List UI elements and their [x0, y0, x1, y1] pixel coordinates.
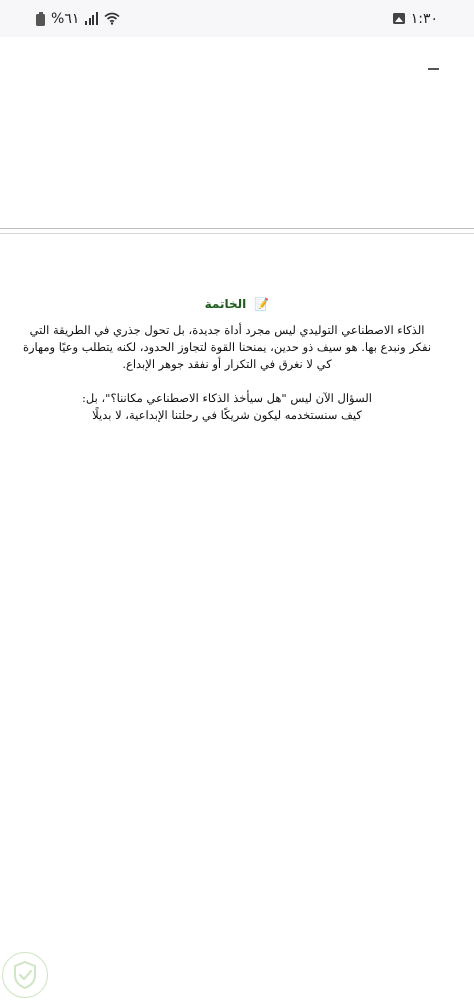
- clock: ١:٣٠: [410, 10, 438, 27]
- status-right: [393, 11, 438, 27]
- memo-icon: 📝: [254, 297, 270, 311]
- image-icon: [393, 13, 405, 24]
- watermark-logo: [2, 952, 48, 998]
- status-bar: [0, 0, 474, 37]
- battery-icon: [36, 12, 45, 26]
- heading-text: الخاتمة: [204, 297, 247, 311]
- minimize-icon[interactable]: [428, 68, 439, 70]
- answer-line: كيف سنستخدمه ليكون شريكًا في رحلتنا الإبداعية، لا بديلًا: [92, 408, 362, 422]
- signal-icon: [85, 12, 98, 25]
- divider: [0, 228, 474, 229]
- section-heading: [0, 297, 474, 311]
- conclusion-paragraph: الذكاء الاصطناعي التوليدي ليس مجرد أداة جديدة، بل تحول جذري في الطريقة التي نفكر ونبدع بها. هو سيف ذو حدين، يمنحنا القوة لتجاوز الحدود، لكنه يتطلب وعيًا ومهارة كي لا نغرق في التكرار أو نفقد جوهر الإبداع.: [22, 323, 432, 371]
- shield-check-icon: [12, 960, 38, 990]
- status-left: [36, 11, 120, 27]
- divider: [0, 233, 474, 234]
- question-line: السؤال الآن ليس "هل سيأخذ الذكاء الاصطناعي مكاننا؟"، بل:: [82, 391, 372, 405]
- battery-percent: %٦١: [51, 10, 80, 27]
- article-content: [18, 322, 436, 424]
- wifi-icon: [104, 12, 120, 25]
